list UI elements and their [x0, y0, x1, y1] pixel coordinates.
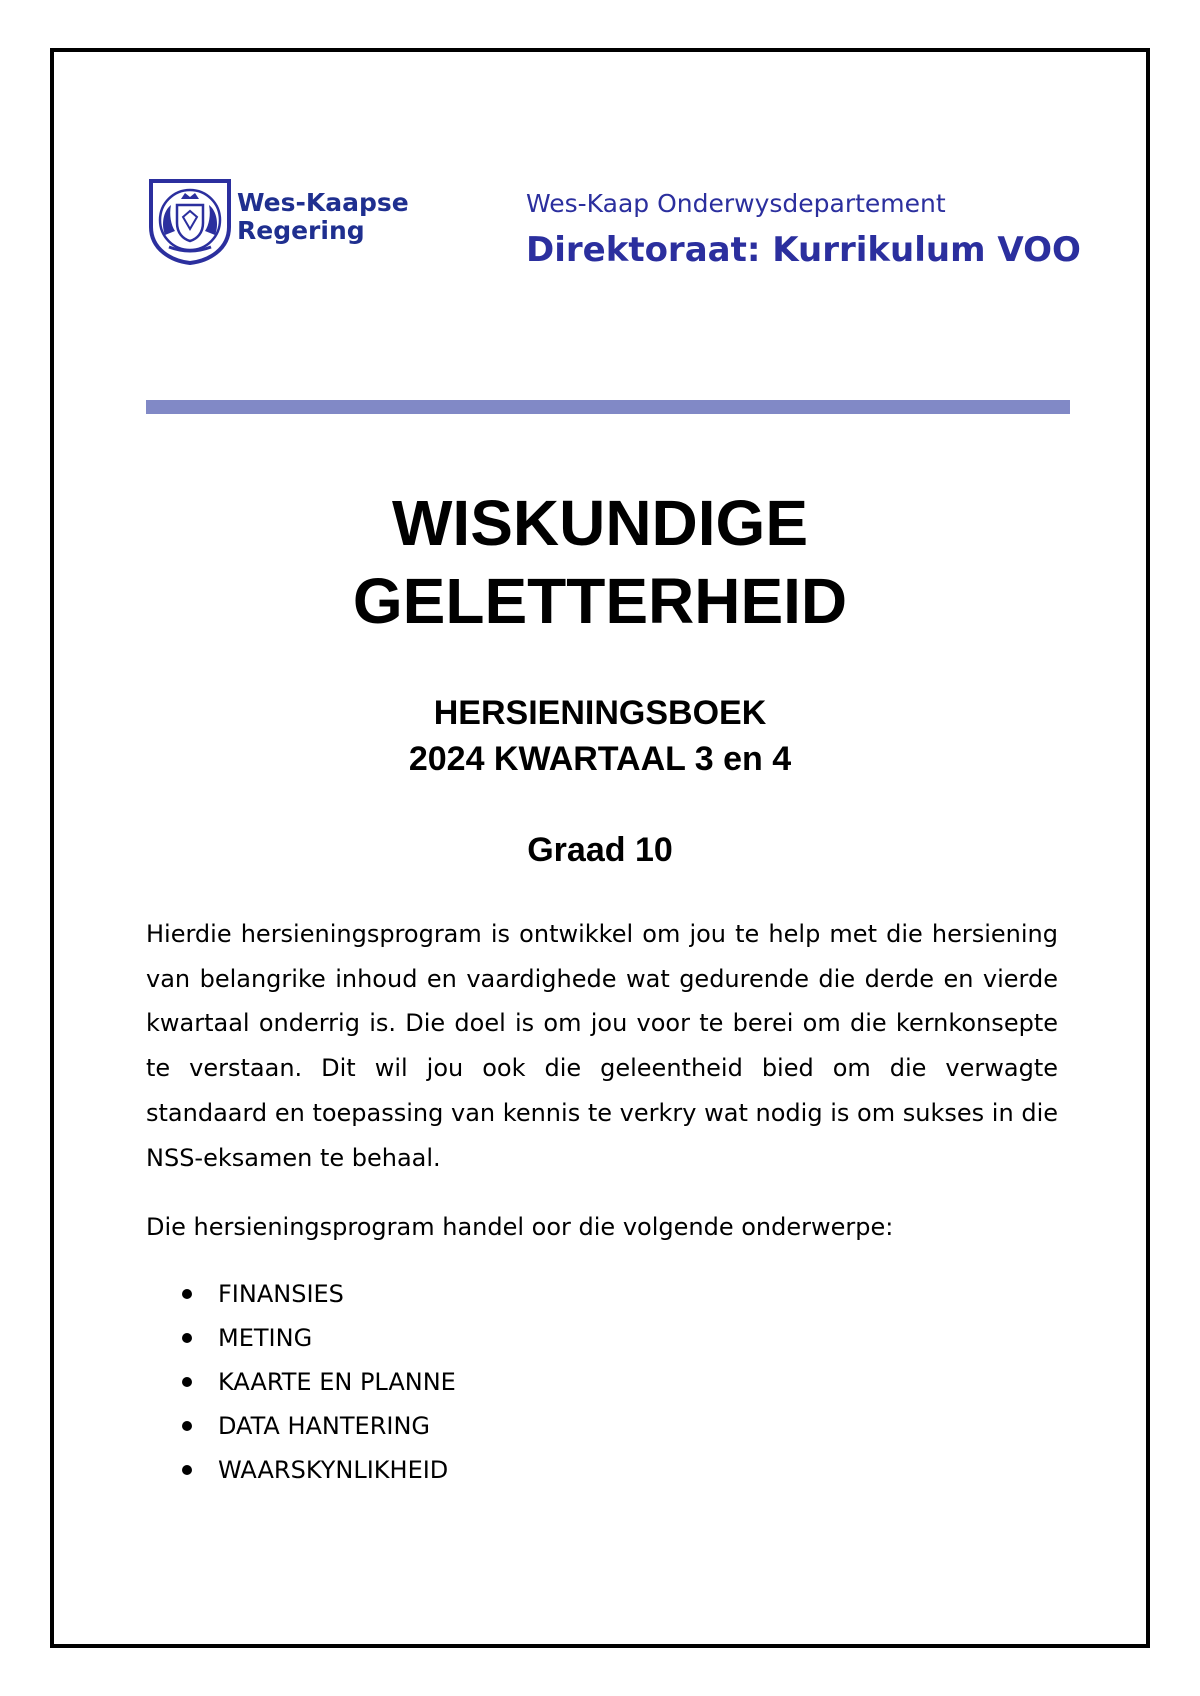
header-divider	[146, 400, 1070, 414]
list-item	[146, 1272, 456, 1316]
bullet-icon	[182, 1377, 192, 1387]
document-subtitle	[0, 690, 1200, 782]
topic-label: KAARTE EN PLANNE	[218, 1368, 456, 1396]
topic-label: WAARSKYNLIKHEID	[218, 1456, 449, 1484]
list-item	[146, 1360, 456, 1404]
subtitle-line-1: HERSIENINGSBOEK	[433, 694, 767, 732]
bullet-icon	[182, 1421, 192, 1431]
coat-of-arms-icon	[143, 175, 237, 265]
subtitle-line-2: 2024 KWARTAAL 3 en 4	[408, 740, 792, 778]
list-item	[146, 1316, 456, 1360]
topics-list	[146, 1272, 456, 1492]
grade-label: Graad 10	[527, 831, 673, 869]
bullet-icon	[182, 1289, 192, 1299]
intro-paragraph: Hierdie hersieningsprogram is ontwikkel om jou te help met die hersiening van belangrike inhoud en vaardighede wat gedurende die derde en vierde kwartaal onderrig is. Die doel is om jou voor te berei om die kernkonsepte te verstaan. Dit wil jou ook die geleentheid bied om die verwagte standaard en toepassing van kennis te verkry wat nodig is om sukses in die NSS-eksamen te behaal.	[146, 920, 1058, 1172]
logo-line-1: Wes-Kaapse	[237, 188, 409, 217]
bullet-icon	[182, 1465, 192, 1475]
title-line-1: WISKUNDIGE	[392, 487, 808, 559]
document-title	[0, 484, 1200, 640]
title-line-2: GELETTERHEID	[352, 565, 848, 637]
topic-label: DATA HANTERING	[218, 1412, 431, 1440]
logo-wordmark	[237, 189, 409, 245]
directorate-name: Direktoraat: Kurrikulum VOO	[526, 230, 1081, 270]
topic-label: METING	[218, 1324, 313, 1352]
department-name: Wes-Kaap Onderwysdepartement	[526, 189, 946, 218]
topics-intro: Die hersieningsprogram handel oor die volgende onderwerpe:	[146, 1213, 894, 1241]
topic-label: FINANSIES	[218, 1280, 344, 1308]
list-item	[146, 1404, 456, 1448]
logo-line-2: Regering	[237, 216, 365, 245]
list-item	[146, 1448, 456, 1492]
bullet-icon	[182, 1333, 192, 1343]
wc-government-logo	[143, 175, 423, 265]
